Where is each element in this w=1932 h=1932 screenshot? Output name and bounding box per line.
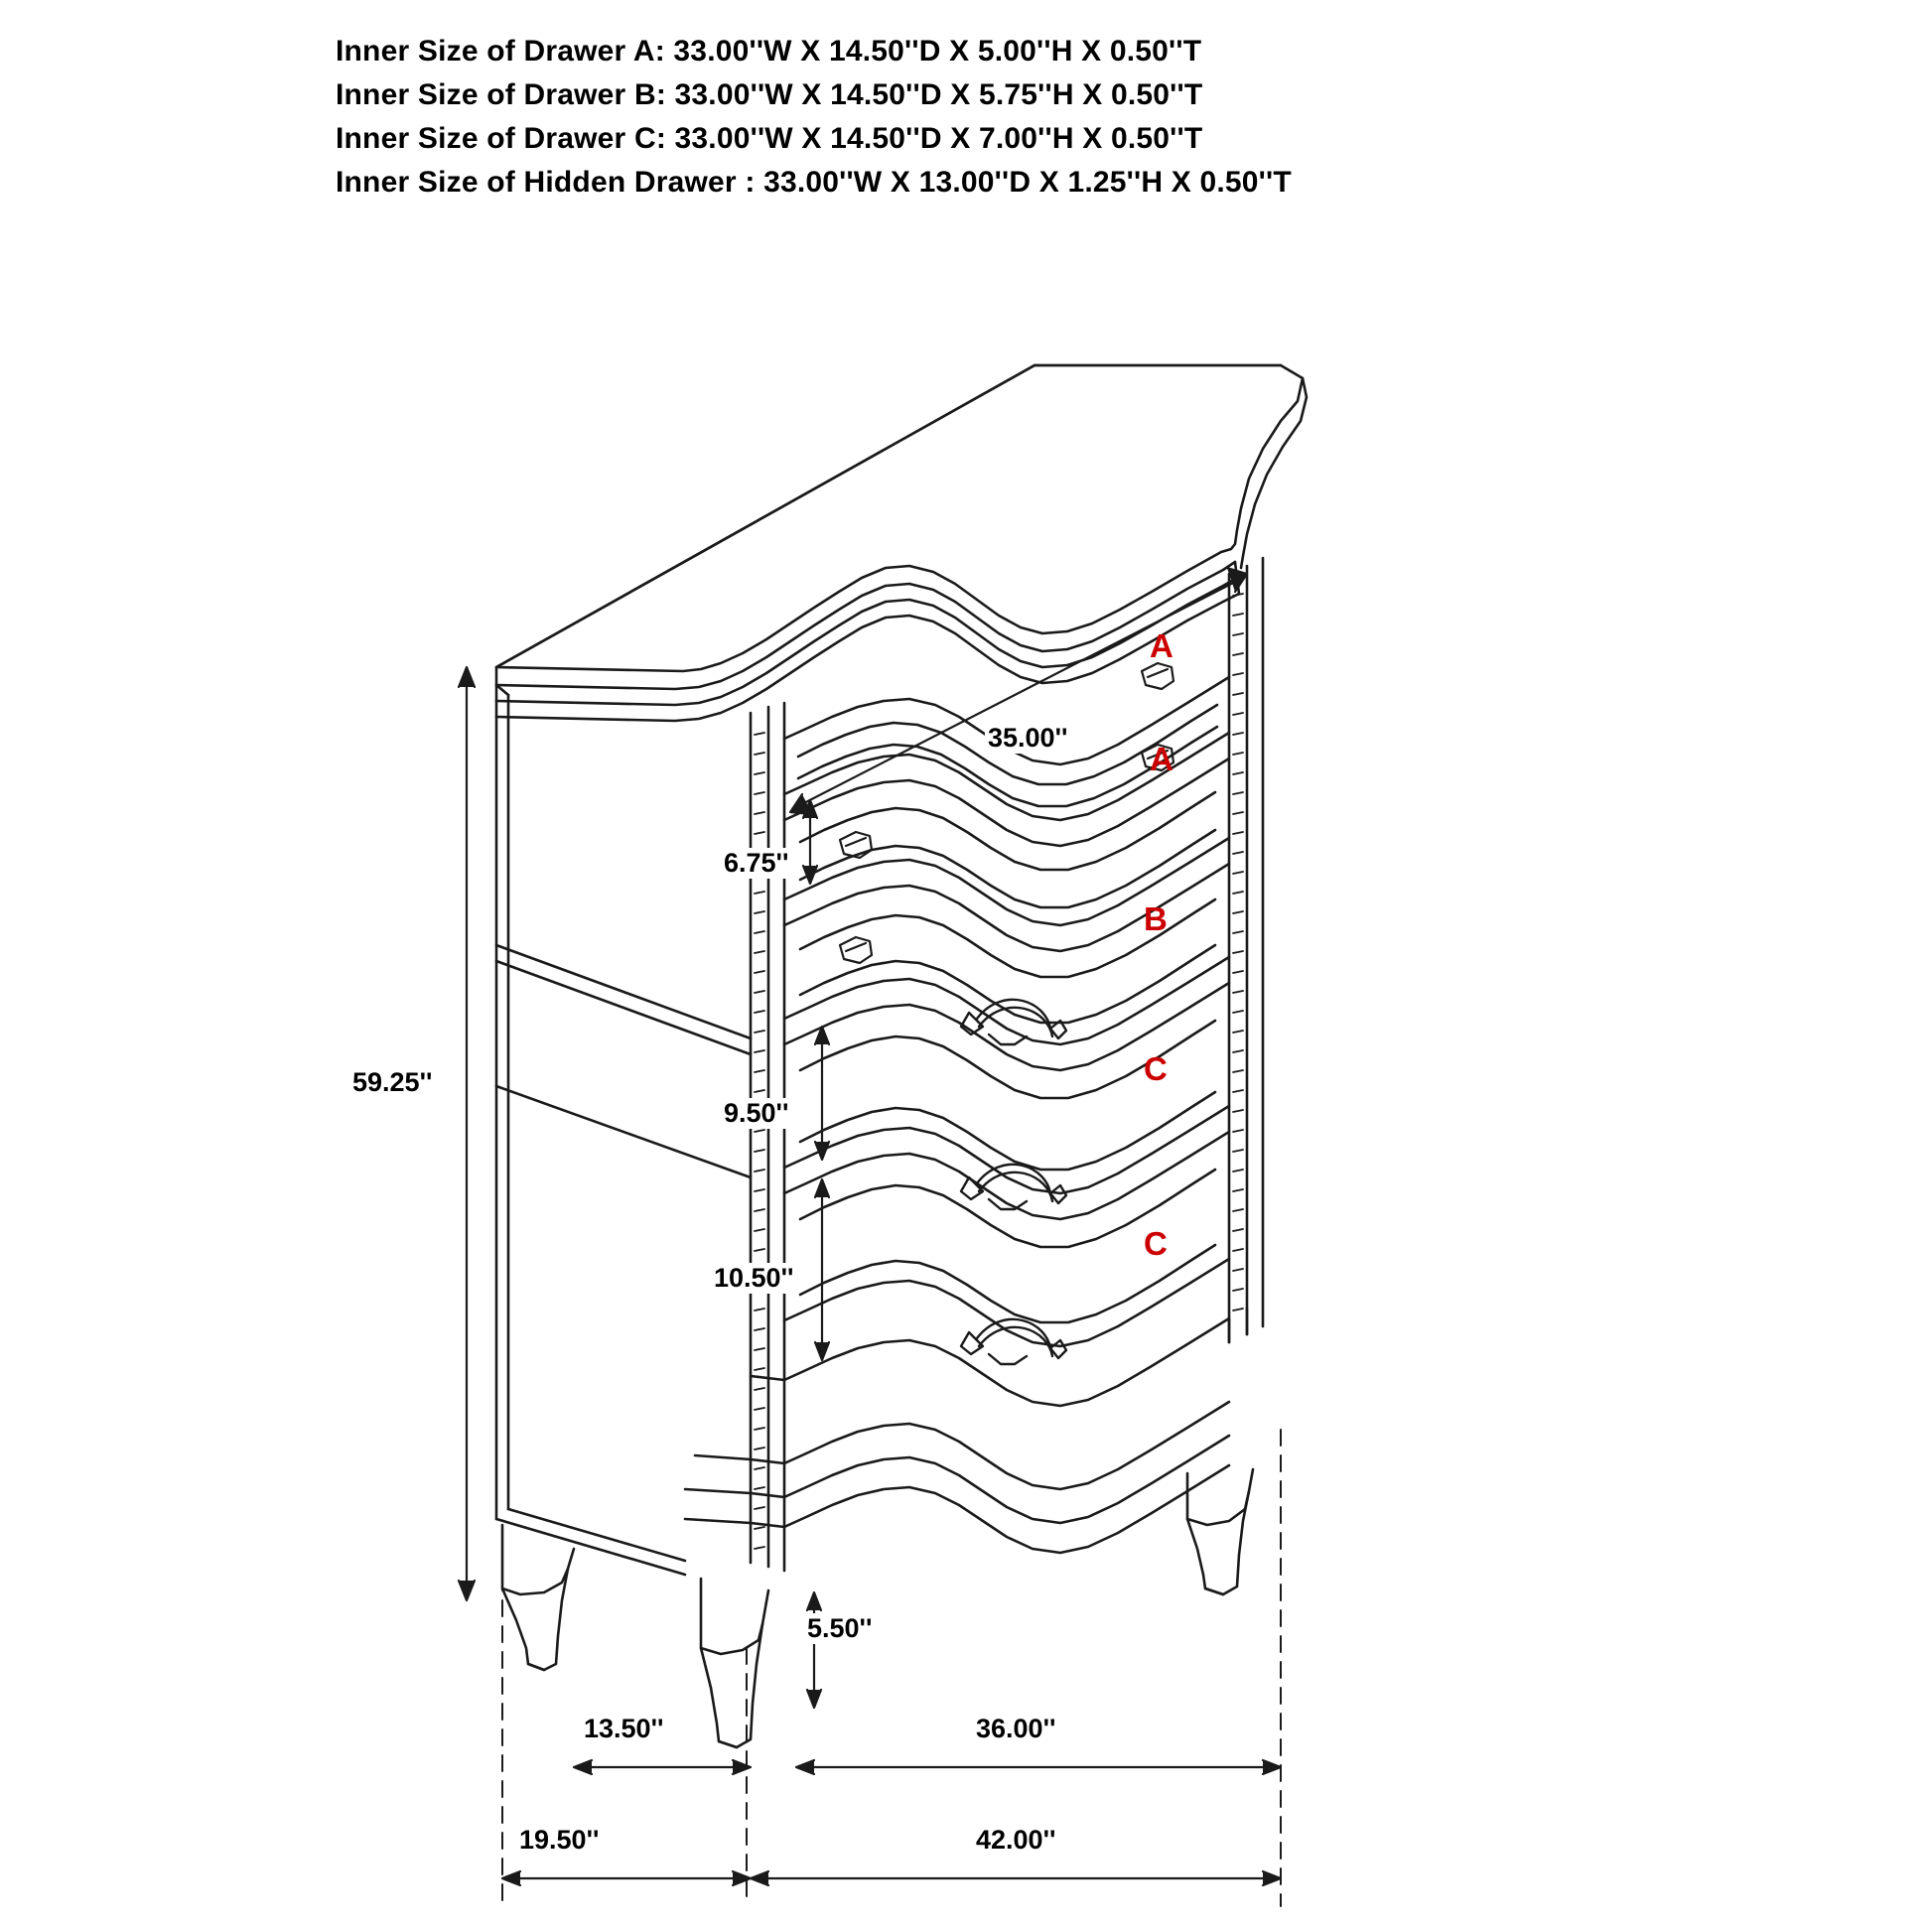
cabinet-top-surface: [496, 365, 1307, 695]
dim-label-drawer-a-height: 6.75'': [721, 848, 791, 879]
dim-label-top-drawer-width: 35.00'': [985, 723, 1070, 754]
dim-label-front-width: 36.00'': [973, 1714, 1058, 1744]
drawer-letter-a-second: A: [1150, 741, 1173, 777]
dim-label-overall-height: 59.25'': [349, 1067, 435, 1098]
dim-label-side-depth: 13.50'': [581, 1714, 666, 1744]
drawer-letter-b: B: [1144, 900, 1168, 937]
left-pilaster: [751, 703, 784, 1571]
dim-label-leg-height: 5.50'': [804, 1613, 875, 1644]
drawer-front-b: [784, 864, 1229, 1044]
spec-line-drawer-a: Inner Size of Drawer A: 33.00''W X 14.50''D X 5.00''H X 0.50''T: [336, 35, 1202, 68]
dim-label-drawer-c-height: 10.50'': [711, 1263, 796, 1294]
drawer-knob-hardware: [840, 663, 1173, 963]
spec-line-drawer-b: Inner Size of Drawer B: 33.00''W X 14.50''D X 5.75''H X 0.50''T: [336, 78, 1203, 112]
right-pilaster: [1229, 558, 1263, 1342]
spec-line-drawer-c: Inner Size of Drawer C: 33.00''W X 14.50''D X 7.00''H X 0.50''T: [336, 122, 1203, 156]
cabinet-legs: [502, 1469, 1253, 1747]
cabinet-left-side-panel: [496, 685, 751, 1575]
dim-label-overall-depth: 19.50'': [516, 1825, 602, 1856]
drawer-front-c-upper: [784, 983, 1229, 1193]
drawer-letter-c-upper: C: [1144, 1050, 1168, 1087]
dim-label-overall-width: 42.00'': [973, 1825, 1058, 1856]
drawer-letter-c-lower: C: [1144, 1225, 1168, 1262]
drawer-letter-a-top: A: [1150, 627, 1173, 664]
spec-line-hidden-drawer: Inner Size of Hidden Drawer : 33.00''W X 13.00''D X 1.25''H X 0.50''T: [336, 166, 1292, 200]
dim-label-drawer-b-height: 9.50'': [721, 1098, 791, 1129]
